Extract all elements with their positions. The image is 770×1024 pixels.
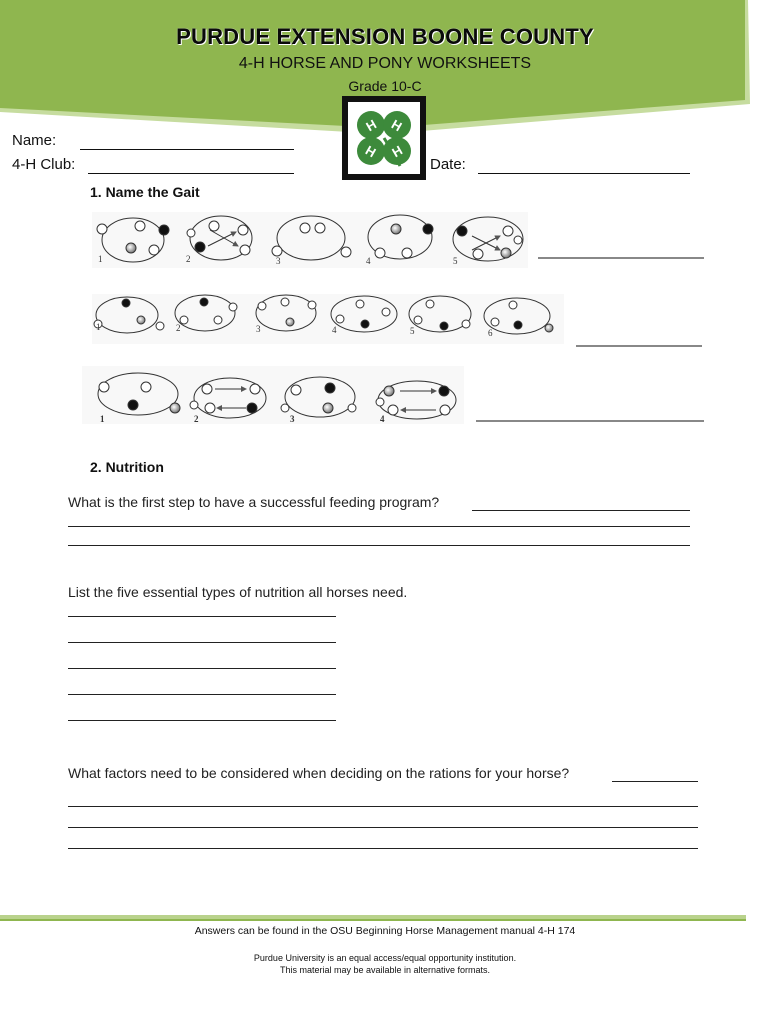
gait-step-label: 2 <box>194 414 199 424</box>
gait-step-label: 3 <box>290 414 295 424</box>
question-1: What is the first step to have a successful feeding program? <box>68 494 440 510</box>
worksheet-subtitle: 4-H HORSE AND PONY WORKSHEETS <box>238 55 532 72</box>
gait-step-label: 2 <box>176 323 181 333</box>
answers-reference: Answers can be found in the OSU Beginning Horse Management manual 4-H 174 <box>194 925 576 937</box>
question-2: List the five essential types of nutrition all horses need. <box>68 584 408 600</box>
clover-h-3: H <box>362 142 379 161</box>
question-3: What factors need to be considered when deciding on the rations for your horse? <box>68 765 570 781</box>
clover-h-4: H <box>389 142 406 161</box>
gait-step-label: 4 <box>366 256 371 266</box>
answer-line[interactable] <box>68 827 698 828</box>
grade-label: Grade 10-C <box>348 78 422 94</box>
gait-diagrams <box>0 0 770 440</box>
org-title: PURDUE EXTENSION BOONE COUNTY <box>176 24 594 49</box>
gait-step-label: 1 <box>98 254 103 264</box>
alternative-formats-note: This material may be available in alternative formats. <box>279 965 491 975</box>
answer-line[interactable] <box>68 642 336 643</box>
answer-line[interactable] <box>68 668 336 669</box>
equal-opportunity-note: Purdue University is an equal access/equal opportunity institution. <box>253 953 517 963</box>
answer-line[interactable] <box>68 545 690 546</box>
gait-step-label: 1 <box>100 414 105 424</box>
answer-line[interactable] <box>68 694 336 695</box>
answer-line[interactable] <box>68 848 698 849</box>
answer-line[interactable] <box>612 781 698 782</box>
answer-line[interactable] <box>68 526 690 527</box>
club-label: 4-H Club: <box>12 156 76 173</box>
clover-h-1: H <box>363 116 380 135</box>
gait-step-label: 4 <box>380 414 385 424</box>
answer-line[interactable] <box>472 510 690 511</box>
answer-line[interactable] <box>68 806 698 807</box>
gait-step-label: 2 <box>186 254 191 264</box>
clover-h-2: H <box>388 116 405 135</box>
date-label: Date: <box>430 156 466 173</box>
gait-step-label: 5 <box>410 326 415 336</box>
gait-section-title: 1. Name the Gait <box>90 184 200 200</box>
footer-divider-accent <box>0 919 746 921</box>
answer-line[interactable] <box>68 720 336 721</box>
nutrition-section-title: 2. Nutrition <box>90 459 164 475</box>
gait-step-label: 5 <box>453 256 458 266</box>
name-label: Name: <box>12 132 57 149</box>
gait-step-label: 1 <box>96 322 101 332</box>
gait-step-label: 6 <box>488 328 493 338</box>
gait-step-label: 3 <box>276 256 281 266</box>
gait-step-label: 3 <box>256 324 261 334</box>
gait-step-label: 4 <box>332 325 337 335</box>
answer-line[interactable] <box>68 616 336 617</box>
